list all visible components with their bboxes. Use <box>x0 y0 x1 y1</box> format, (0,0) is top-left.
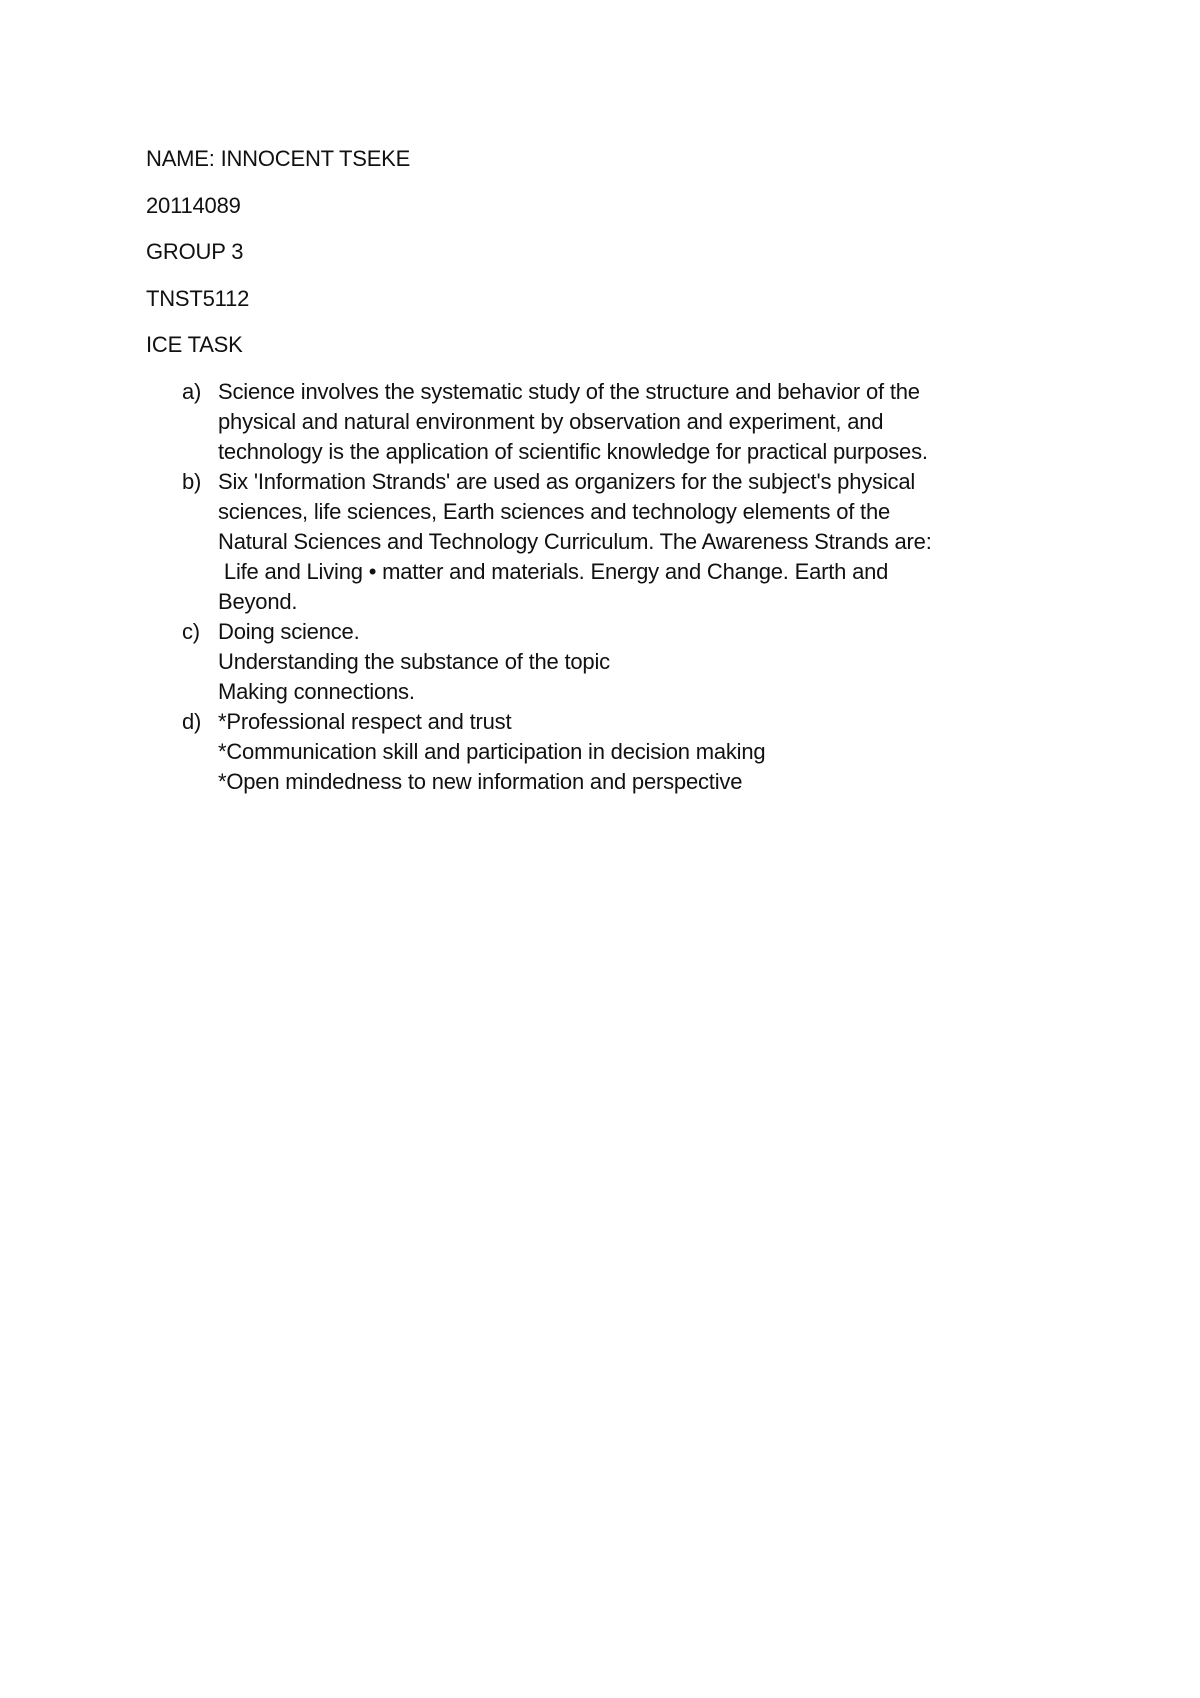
answer-line: *Professional respect and trust <box>218 708 512 734</box>
answer-line: Understanding the substance of the topic <box>218 648 610 674</box>
answer-line: *Open mindedness to new information and perspective <box>218 768 743 794</box>
answer-text <box>218 617 1048 707</box>
answer-line: Natural Sciences and Technology Curriculum. The Awareness Strands are: <box>218 528 932 554</box>
answer-marker: a) <box>182 378 202 404</box>
answer-line: Science involves the systematic study of the structure and behavior of the <box>218 378 920 404</box>
task-title: ICE TASK <box>146 332 243 357</box>
student-name: NAME: INNOCENT TSEKE <box>146 146 411 171</box>
answer-list <box>146 377 1046 797</box>
student-number: 20114089 <box>146 192 241 218</box>
answer-line: *Communication skill and participation in decision making <box>218 738 766 764</box>
answer-item <box>146 617 1046 707</box>
document-content <box>146 144 1046 797</box>
answer-line: Beyond. <box>218 588 298 614</box>
answer-text <box>218 467 1048 617</box>
answer-item <box>146 707 1046 797</box>
answer-marker: b) <box>182 468 202 494</box>
answer-line: Six 'Information Strands' are used as organizers for the subject's physical <box>218 468 916 494</box>
answer-item <box>146 467 1046 617</box>
answer-line: sciences, life sciences, Earth sciences and technology elements of the <box>218 498 891 524</box>
answer-line: Doing science. <box>218 618 360 644</box>
answer-text <box>218 707 1048 797</box>
answer-item <box>146 377 1046 467</box>
answer-marker: c) <box>182 618 200 644</box>
answer-line: physical and natural environment by observation and experiment, and <box>218 408 884 434</box>
group-label: GROUP 3 <box>146 239 244 264</box>
answer-line: Life and Living • matter and materials. Energy and Change. Earth and <box>218 558 889 584</box>
answer-marker: d) <box>182 708 202 734</box>
module-code: TNST5112 <box>146 285 250 311</box>
answer-line: technology is the application of scientific knowledge for practical purposes. <box>218 438 928 464</box>
answer-line: Making connections. <box>218 678 415 704</box>
answer-text <box>218 377 1048 467</box>
